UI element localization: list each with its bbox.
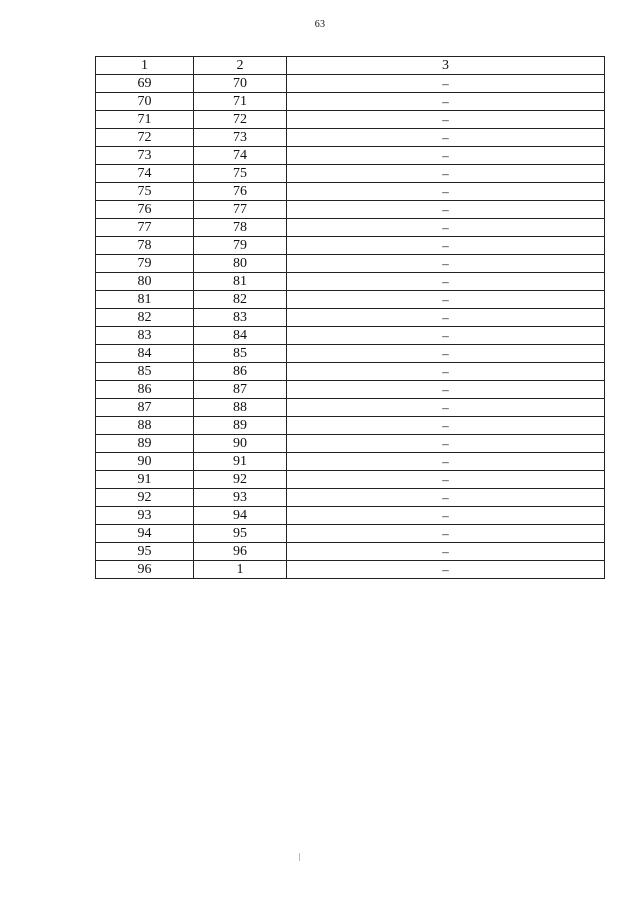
- table-cell-col2: 88: [194, 399, 287, 417]
- data-table: [95, 56, 605, 579]
- table-row: [96, 129, 605, 147]
- table-cell-col2: 72: [194, 111, 287, 129]
- table-row: [96, 435, 605, 453]
- table-cell-col2: 92: [194, 471, 287, 489]
- table-cell-col2: 87: [194, 381, 287, 399]
- table-cell-col1: 89: [96, 435, 194, 453]
- table-cell-col3: –: [287, 93, 605, 111]
- table-row: [96, 93, 605, 111]
- table-cell-col1: 73: [96, 147, 194, 165]
- table-row: [96, 507, 605, 525]
- table-cell-col2: 95: [194, 525, 287, 543]
- scan-mark: [299, 853, 300, 861]
- table-row: [96, 327, 605, 345]
- table-cell-col1: 91: [96, 471, 194, 489]
- table-row: [96, 561, 605, 579]
- table-cell-col1: 82: [96, 309, 194, 327]
- table-cell-col2: 91: [194, 453, 287, 471]
- table-cell-col1: 70: [96, 93, 194, 111]
- table-cell-col2: 96: [194, 543, 287, 561]
- table-cell-col3: –: [287, 327, 605, 345]
- table-cell-col3: –: [287, 417, 605, 435]
- table-cell-col2: 79: [194, 237, 287, 255]
- table-cell-col1: 80: [96, 273, 194, 291]
- table-row: [96, 165, 605, 183]
- table-cell-col1: 92: [96, 489, 194, 507]
- table-cell-col1: 83: [96, 327, 194, 345]
- table-body: [96, 75, 605, 579]
- table-cell-col2: 76: [194, 183, 287, 201]
- table-cell-col3: –: [287, 561, 605, 579]
- table-cell-col1: 69: [96, 75, 194, 93]
- table-cell-col3: –: [287, 309, 605, 327]
- table-row: [96, 525, 605, 543]
- table-cell-col3: –: [287, 453, 605, 471]
- table-cell-col3: –: [287, 201, 605, 219]
- table-row: [96, 309, 605, 327]
- table-cell-col2: 82: [194, 291, 287, 309]
- table-cell-col1: 93: [96, 507, 194, 525]
- table-cell-col3: –: [287, 75, 605, 93]
- table-cell-col1: 95: [96, 543, 194, 561]
- table-cell-col3: –: [287, 471, 605, 489]
- table-cell-col1: 84: [96, 345, 194, 363]
- table-cell-col3: –: [287, 399, 605, 417]
- table-cell-col2: 75: [194, 165, 287, 183]
- table-cell-col2: 81: [194, 273, 287, 291]
- table-cell-col3: –: [287, 237, 605, 255]
- table-cell-col2: 70: [194, 75, 287, 93]
- table-cell-col3: –: [287, 525, 605, 543]
- table-cell-col2: 84: [194, 327, 287, 345]
- column-header-1: 1: [96, 57, 194, 75]
- table-cell-col2: 71: [194, 93, 287, 111]
- table-cell-col3: –: [287, 147, 605, 165]
- table-cell-col1: 88: [96, 417, 194, 435]
- page-number: 63: [314, 19, 326, 30]
- table-row: [96, 273, 605, 291]
- table-cell-col2: 77: [194, 201, 287, 219]
- column-header-2: 2: [194, 57, 287, 75]
- table-cell-col1: 76: [96, 201, 194, 219]
- table-cell-col2: 93: [194, 489, 287, 507]
- table-cell-col1: 71: [96, 111, 194, 129]
- table-cell-col2: 89: [194, 417, 287, 435]
- table-cell-col2: 1: [194, 561, 287, 579]
- table-row: [96, 291, 605, 309]
- table-row: [96, 237, 605, 255]
- table-row: [96, 543, 605, 561]
- table-cell-col2: 86: [194, 363, 287, 381]
- table-cell-col3: –: [287, 543, 605, 561]
- table-cell-col2: 90: [194, 435, 287, 453]
- table-cell-col3: –: [287, 435, 605, 453]
- table-cell-col1: 81: [96, 291, 194, 309]
- table-cell-col3: –: [287, 291, 605, 309]
- table-cell-col1: 78: [96, 237, 194, 255]
- table-row: [96, 147, 605, 165]
- table-cell-col1: 85: [96, 363, 194, 381]
- table-row: [96, 183, 605, 201]
- table-cell-col3: –: [287, 255, 605, 273]
- table-cell-col2: 73: [194, 129, 287, 147]
- table-cell-col1: 72: [96, 129, 194, 147]
- table-cell-col1: 74: [96, 165, 194, 183]
- table-cell-col2: 85: [194, 345, 287, 363]
- table-cell-col2: 83: [194, 309, 287, 327]
- table-cell-col3: –: [287, 381, 605, 399]
- table-cell-col3: –: [287, 111, 605, 129]
- table-cell-col3: –: [287, 363, 605, 381]
- table-row: [96, 255, 605, 273]
- table-cell-col3: –: [287, 489, 605, 507]
- table-row: [96, 417, 605, 435]
- table-cell-col3: –: [287, 183, 605, 201]
- table-cell-col3: –: [287, 129, 605, 147]
- data-table-container: [95, 56, 604, 579]
- table-cell-col2: 94: [194, 507, 287, 525]
- table-row: [96, 75, 605, 93]
- table-cell-col1: 94: [96, 525, 194, 543]
- table-cell-col1: 77: [96, 219, 194, 237]
- table-cell-col1: 90: [96, 453, 194, 471]
- table-cell-col1: 86: [96, 381, 194, 399]
- table-cell-col1: 75: [96, 183, 194, 201]
- table-cell-col3: –: [287, 345, 605, 363]
- table-cell-col3: –: [287, 165, 605, 183]
- table-cell-col3: –: [287, 273, 605, 291]
- table-cell-col1: 87: [96, 399, 194, 417]
- table-cell-col1: 96: [96, 561, 194, 579]
- table-cell-col3: –: [287, 219, 605, 237]
- table-cell-col2: 80: [194, 255, 287, 273]
- table-row: [96, 201, 605, 219]
- table-row: [96, 471, 605, 489]
- table-row: [96, 345, 605, 363]
- table-cell-col1: 79: [96, 255, 194, 273]
- table-row: [96, 381, 605, 399]
- table-cell-col3: –: [287, 507, 605, 525]
- table-row: [96, 219, 605, 237]
- table-row: [96, 489, 605, 507]
- table-cell-col2: 78: [194, 219, 287, 237]
- table-row: [96, 399, 605, 417]
- table-cell-col2: 74: [194, 147, 287, 165]
- table-row: [96, 363, 605, 381]
- column-header-3: 3: [287, 57, 605, 75]
- table-row: [96, 111, 605, 129]
- table-header-row: [96, 57, 605, 75]
- table-row: [96, 453, 605, 471]
